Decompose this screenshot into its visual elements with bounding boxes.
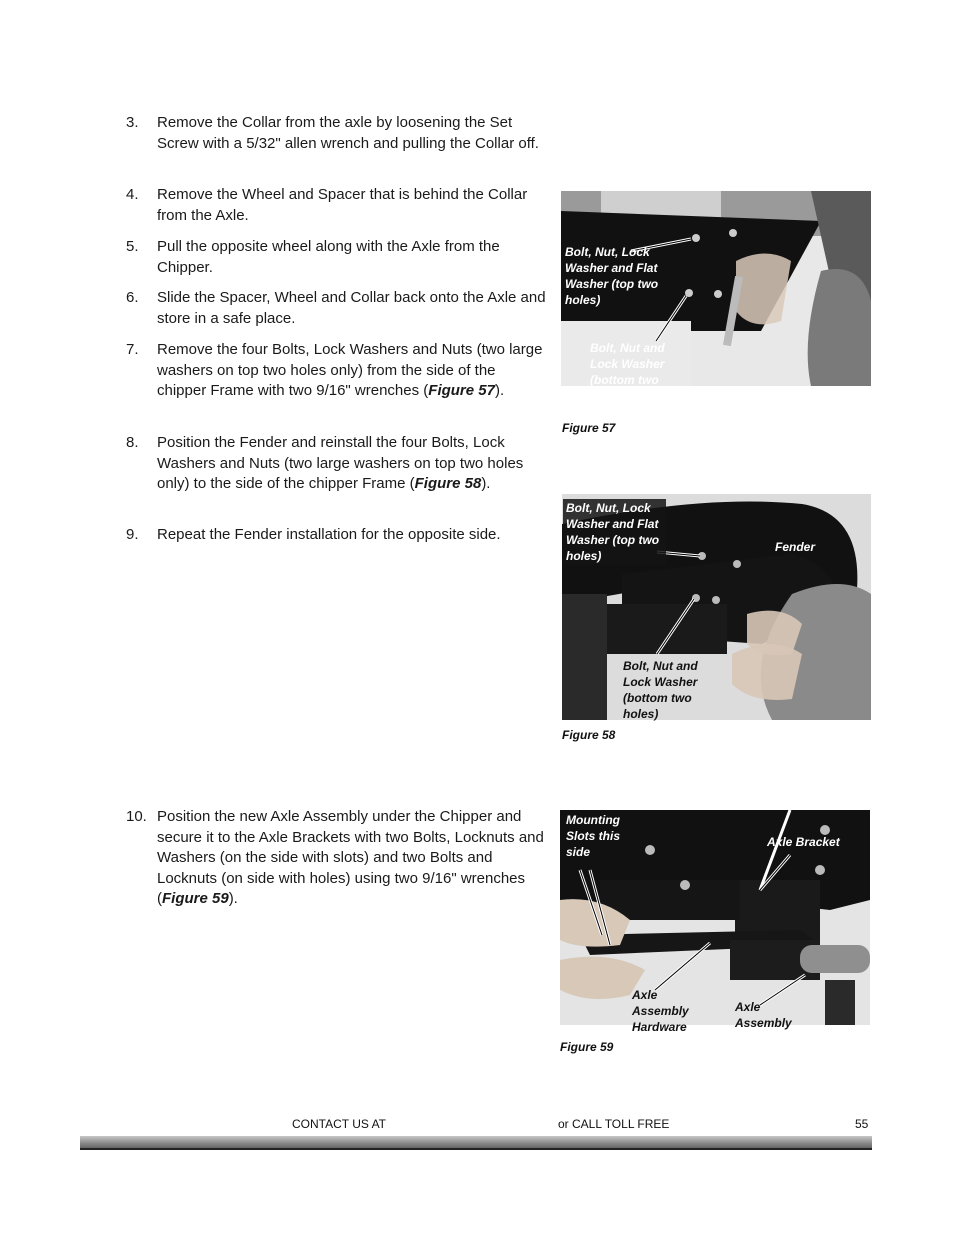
figure-58-photo	[562, 494, 871, 720]
step-number: 4.	[126, 186, 139, 203]
fig59-callout-bracket: Axle Bracket	[767, 835, 840, 849]
step-text: Position the Fender and reinstall the four Bolts, Lock Washers and Nuts (two large washers on top two holes only) to the side of the chipper Frame (Figure 58).	[157, 434, 524, 492]
step-number: 10.	[126, 808, 147, 825]
step-8	[126, 433, 546, 495]
step-6	[126, 288, 546, 329]
fig58-callout-bottom: Bolt, Nut and Lock Washer (bottom two holes)	[623, 659, 698, 721]
step-text: Position the new Axle Assembly under the Chipper and secure it to the Axle Brackets with two Bolts, Locknuts and Washers (on the side with slots) and two Bolts and Locknuts (on side with holes) using two 9/16" wrenches (Figure 59).	[157, 808, 544, 907]
page-number: 55	[855, 1117, 869, 1131]
figure-57-caption: Figure 57	[562, 421, 616, 435]
step-number: 6.	[126, 289, 139, 306]
step-number: 8.	[126, 434, 139, 451]
fig58-callout-fender: Fender	[775, 540, 816, 554]
step-7	[126, 340, 546, 402]
figure-57-photo	[561, 191, 871, 403]
figure-58-caption: Figure 58	[562, 728, 616, 742]
step-text: Slide the Spacer, Wheel and Collar back onto the Axle and store in a safe place.	[157, 289, 546, 327]
fig59-callout-slots: Mounting Slots this side	[566, 813, 621, 859]
step-9	[126, 525, 546, 546]
figure-ref: Figure 59	[162, 890, 229, 907]
fig57-callout-top: Bolt, Nut, Lock Washer and Flat Washer (top two holes)	[565, 245, 659, 307]
figure-59-photo	[560, 810, 870, 1034]
footer-call: or CALL TOLL FREE	[558, 1117, 670, 1131]
figure-ref: Figure 57	[428, 382, 495, 399]
step-number: 3.	[126, 114, 139, 131]
step-text: Remove the four Bolts, Lock Washers and Nuts (two large washers on top two holes only) from the side of the chipper Frame with two 9/16" wrenches (Figure 57).	[157, 341, 543, 399]
figure-59-caption: Figure 59	[560, 1040, 614, 1054]
step-text: Remove the Wheel and Spacer that is behind the Collar from the Axle.	[157, 186, 528, 224]
step-3	[126, 113, 546, 154]
step-5	[126, 237, 546, 278]
footer-contact: CONTACT US AT	[292, 1117, 387, 1131]
step-number: 5.	[126, 238, 139, 255]
figure-ref: Figure 58	[414, 475, 482, 492]
step-10	[126, 807, 546, 910]
fig59-callout-hardware: Axle Assembly Hardware	[632, 988, 689, 1034]
fig59-callout-axle: Axle Assembly	[735, 1000, 792, 1030]
step-4	[126, 185, 546, 226]
step-number: 7.	[126, 341, 139, 358]
step-text: Remove the Collar from the axle by loosening the Set Screw with a 5/32" allen wrench and pulling the Collar off.	[157, 114, 539, 152]
footer-rule	[80, 1148, 872, 1150]
step-text: Repeat the Fender installation for the opposite side.	[157, 526, 501, 543]
step-number: 9.	[126, 526, 139, 543]
step-text: Pull the opposite wheel along with the Axle from the Chipper.	[157, 238, 500, 276]
fig58-callout-top: Bolt, Nut, Lock Washer and Flat Washer (top two holes)	[563, 499, 666, 565]
fig57-callout-bottom: Bolt, Nut and Lock Washer (bottom two holes)	[590, 341, 665, 403]
